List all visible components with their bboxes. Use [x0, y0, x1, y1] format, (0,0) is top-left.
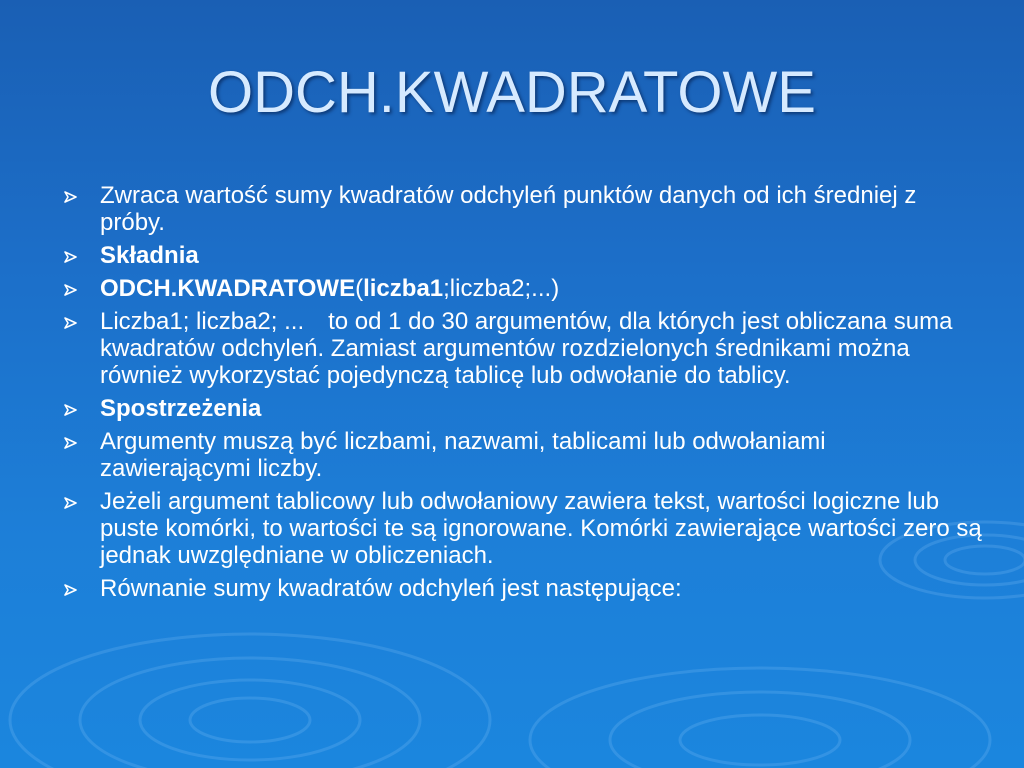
arrow-bullet-icon [64, 404, 78, 416]
bullet-remark-arguments [62, 428, 982, 482]
bullet-text: Składnia [100, 242, 199, 269]
argument-list: Liczba1; liczba2; ... [100, 308, 305, 335]
function-name: ODCH.KWADRATOWE [100, 275, 356, 302]
bullet-description [62, 182, 982, 236]
bullet-text: Równanie sumy kwadratów odchyleń jest następujące: [100, 575, 682, 602]
open-paren: ( [355, 275, 364, 302]
arrow-bullet-icon [64, 497, 78, 509]
first-argument: liczba1 [363, 275, 444, 302]
arrow-bullet-icon [64, 317, 78, 329]
arrow-bullet-icon [64, 251, 78, 263]
bullet-arguments [62, 308, 982, 389]
remaining-arguments: ;liczba2;...) [443, 275, 560, 302]
bullet-list [62, 182, 982, 608]
bullet-syntax-heading [62, 242, 982, 269]
arrow-bullet-icon [64, 191, 78, 203]
arrow-bullet-icon [64, 284, 78, 296]
bullet-syntax [62, 275, 982, 302]
arrow-bullet-icon [64, 584, 78, 596]
slide-title: ODCH.KWADRATOWE [208, 60, 816, 125]
arrow-bullet-icon [64, 437, 78, 449]
bullet-text: Spostrzeżenia [100, 395, 262, 422]
bullet-text: Jeżeli argument tablicowy lub odwołaniowy zawiera tekst, wartości logiczne lub puste komórki, to wartości te są ignorowane. Komórki zawierające wartości zero są jednak uwzględniane w obliczeniach. [100, 488, 982, 569]
bullet-remarks-heading [62, 395, 982, 422]
argument-description: to od 1 do 30 argumentów, dla których jest obliczana suma kwadratów odchyleń. Zamiast argumentów rozdzielonych średnikami można również wykorzystać pojedynczą tablicę lub odwołanie do tablicy. [100, 308, 953, 389]
bullet-equation-intro [62, 575, 982, 602]
bullet-remark-ignored-values [62, 488, 982, 569]
bullet-text: Zwraca wartość sumy kwadratów odchyleń punktów danych od ich średniej z próby. [100, 182, 917, 236]
bullet-text: Argumenty muszą być liczbami, nazwami, tablicami lub odwołaniami zawierającymi liczby. [100, 428, 826, 482]
